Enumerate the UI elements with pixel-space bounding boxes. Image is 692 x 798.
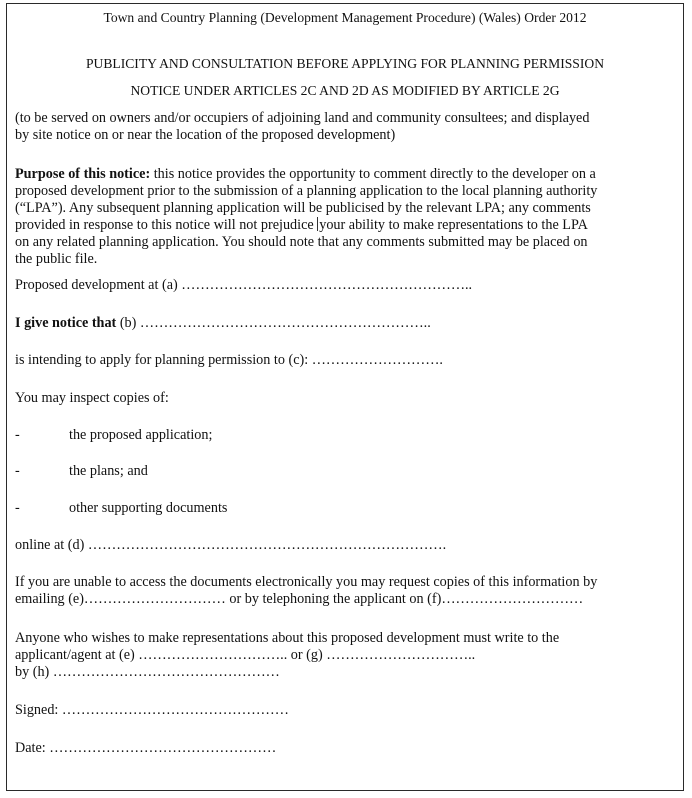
give-notice-blank: (b) ……………………………………………………..: [116, 315, 431, 331]
proposed-development-field: Proposed development at (a) ……………………………………………………..: [15, 277, 473, 293]
by-field: by (h) …………………………………………: [15, 664, 280, 680]
list-dash: -: [15, 500, 20, 516]
signed-field: Signed: …………………………………………: [15, 702, 289, 718]
intending-to-apply-field: is intending to apply for planning permission to (c): ……………………….: [15, 352, 443, 368]
give-notice-label: I give notice that: [15, 315, 117, 331]
notice-page: [6, 3, 684, 791]
unable-access-line-1: If you are unable to access the documents electronically you may request copies of this information by: [15, 574, 598, 590]
give-notice-field: [15, 315, 431, 331]
online-at-field: online at (d) ………………………………………………………………….: [15, 537, 447, 553]
purpose-line-5: on any related planning application. You should note that any comments submitted may be placed on: [15, 234, 588, 250]
purpose-line-4: [15, 217, 588, 233]
representations-line-1: Anyone who wishes to make representations about this proposed development must write to the: [15, 630, 560, 646]
heading-notice-articles: NOTICE UNDER ARTICLES 2C AND 2D AS MODIFIED BY ARTICLE 2G: [130, 83, 560, 98]
purpose-line-1: [15, 166, 596, 182]
intro-line-1: (to be served on owners and/or occupiers of adjoining land and community consultees; and displayed: [15, 110, 590, 126]
purpose-text-1: this notice provides the opportunity to comment directly to the developer on a: [150, 166, 596, 182]
purpose-label: Purpose of this notice:: [15, 166, 151, 182]
order-title: Town and Country Planning (Development Management Procedure) (Wales) Order 2012: [103, 10, 587, 25]
heading-publicity: PUBLICITY AND CONSULTATION BEFORE APPLYING FOR PLANNING PERMISSION: [85, 56, 605, 71]
list-dash: -: [15, 427, 20, 443]
intro-line-2: by site notice on or near the location of the proposed development): [15, 127, 396, 143]
purpose-line-3: (“LPA”). Any subsequent planning application will be publicised by the relevant LPA; any comments: [15, 200, 591, 216]
inspect-copies-label: You may inspect copies of:: [15, 390, 169, 406]
purpose-line-2: proposed development prior to the submission of a planning application to the local planning authority: [15, 183, 598, 199]
purpose-text-4a: provided in response to this notice will not prejudice: [15, 217, 318, 233]
representations-line-2: applicant/agent at (e) ………………………….. or (g) …………………………..: [15, 647, 476, 663]
purpose-line-6: the public file.: [15, 251, 98, 267]
list-item-text: other supporting documents: [69, 500, 228, 516]
list-item-text: the proposed application;: [69, 427, 213, 443]
list-dash: -: [15, 463, 20, 479]
unable-access-line-2: emailing (e)………………………… or by telephoning the applicant on (f)…………………………: [15, 591, 584, 607]
list-item-text: the plans; and: [69, 463, 148, 479]
date-field: Date: …………………………………………: [15, 740, 277, 756]
purpose-text-4b: your ability to make representations to the LPA: [319, 217, 588, 233]
